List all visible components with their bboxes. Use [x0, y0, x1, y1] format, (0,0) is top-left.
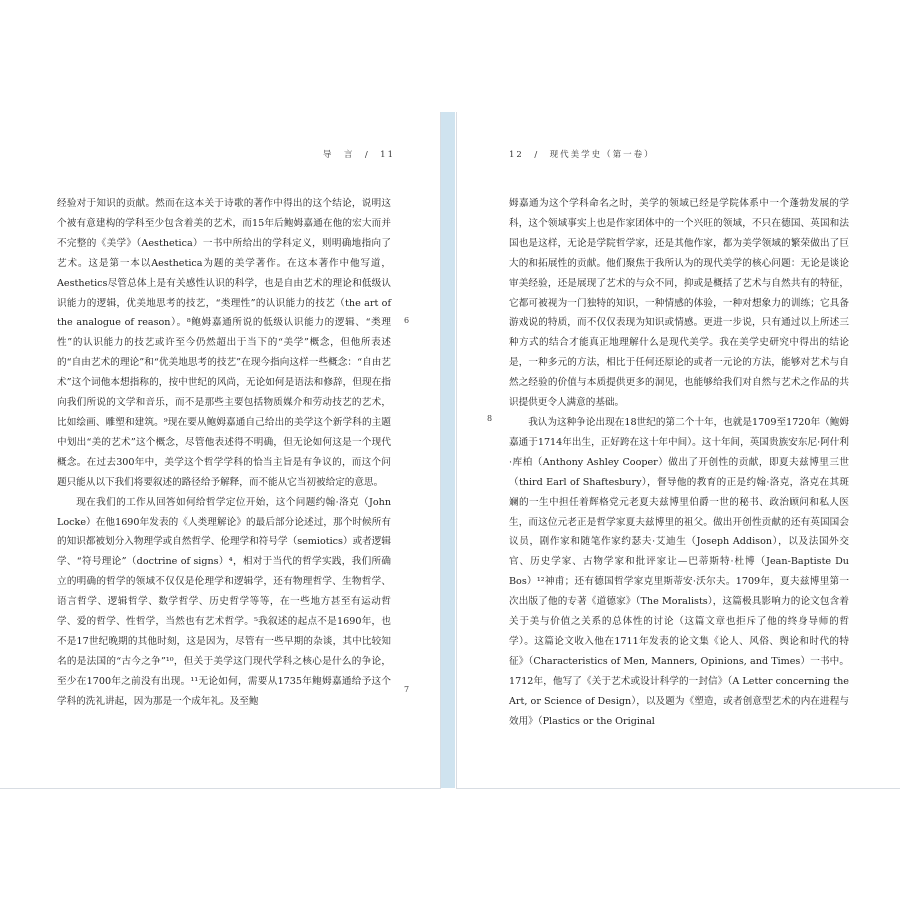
left-page-body: [57, 194, 391, 712]
right-page-header: 12 / 现代美学史（第一卷）: [509, 150, 655, 160]
margin-number: 7: [404, 685, 410, 694]
right-paragraph-2: 我认为这种争论出现在18世纪的第二个十年，也就是1709至1720年（鲍姆嘉通于1714年出生，正好跨在这十年中间）。这十年间，英国贵族安东尼·阿什利·库柏（Anthony Ashley Cooper）做出了开创性的贡献，即夏夫兹博里三世（third Earl of Shaftesbury），督导他的教育的正是约翰·洛克，洛克在其斑斓的一生中担任着辉格党元老夏夫兹博里伯爵一世的秘书、政治顾问和私人医生，而这位元老正是哲学家夏夫兹博里的祖父。做出开创性贡献的还有英国国会议员，剧作家和随笔作家约瑟夫·艾迪生（Joseph Addison），以及法国外交官、历史学家、古物学家和批评家让—巴蒂斯特·杜博（Jean-Baptiste Du Bos）¹²神甫；还有德国哲学家克里斯蒂安·沃尔夫。1709年，夏夫兹博里第一次出版了他的专著《道德家》（The Moralists），这篇极具影响力的论文包含着关于美与价值之关系的总体性的讨论（这篇文章也拒斥了他的终身导师的哲学）。这篇论文收入他在1711年发表的论文集《论人、风俗、舆论和时代的特征》（Characteristics of Men, Manners, Opinions, and Times）一书中。1712年，他写了《关于艺术或设计科学的一封信》（A Letter concerning the Art, or Science of Design），以及题为《塑造，或者创意型艺术的内在进程与效用》（Plastics or the Original: [509, 416, 849, 727]
left-page: [0, 112, 441, 789]
left-paragraph-1: 经验对于知识的贡献。然而在这本关于诗歌的著作中得出的这个结论，说明这个被有意建构的学科至少包含着美的艺术，而15年后鲍姆嘉通在他的宏大而并不完整的《美学》（Aesthetica）一书中所给出的学科定义，则明确地指向了艺术。这是第一本以Aesthetica为题的美学著作。在这本著作中他写道，Aesthetics尽管总体上是有关感性认识的科学，也是自由艺术的理论和低级认识能力的逻辑，优美地思考的技艺，“类理性”的认识能力的技艺（the art of the analogue of reason）。⁸鲍姆嘉通所说的低级认识能力的逻辑、“类理性”的认识能力的技艺或许至今仍然超出于当下的“美学”概念，但他所表述的“自由艺术的理论”和“优美地思考的技艺”在现今指向这样一些概念：“自由艺术”这个词他本想指称的，按中世纪的风尚，无论如何是语法和修辞，但现在指向我们所说的文学和音乐，而不是那些主要包括物质媒介和劳动技艺的艺术，比如绘画、雕塑和建筑。⁹现在要从鲍姆嘉通自己给出的美学这个新学科的主题中划出“美的艺术”这个概念，尽管他表述得不明确，但无论如何这是一个现代概念。在过去300年中，美学这个哲学学科的恰当主旨是有争议的，而这个问题只能从以下我们将要叙述的路径给予解释，而不能从它当初被给定的意思。: [57, 198, 391, 488]
right-page: [456, 112, 900, 789]
margin-number: 6: [404, 316, 410, 325]
right-page-body: [509, 194, 849, 731]
right-paragraph-1: 姆嘉通为这个学科命名之时，美学的领域已经是学院体系中一个蓬勃发展的学科，这个领域事实上也是作家团体中的一个兴旺的领域，不只在德国、英国和法国也是这样，无论是学院哲学家，还是其他作家，都为美学领域的繁荣做出了巨大的和拓展性的贡献。他们聚焦于我所认为的现代美学的核心问题：无论是谈论审美经验，还是展现了艺术的与众不同，抑或是概括了艺术与自然共有的特征，它都可被视为一门独特的知识，一种情感的体验，一种对想象力的训练；它具备游戏说的特质，而不仅仅表现为知识或情感。更进一步说，只有通过以上所述三种方式的结合才能真正地理解什么是现代美学。我在美学史研究中得出的结论是，一种多元的方法，相比于任何还原论的或者一元论的方法，能够对艺术与自然之经验的价值与本质提供更多的洞见，也能够给我们对自然与艺术之作品的共识提供更令人满意的基础。: [509, 198, 849, 409]
left-page-header: 导 言 / 11: [322, 150, 395, 160]
left-paragraph-2: 现在我们的工作从回答如何给哲学定位开始，这个问题约翰·洛克（John Locke）在他1690年发表的《人类理解论》的最后部分论述过，那个时候所有的知识都被划分入物理学或自然哲学、伦理学和符号学（semiotics）或者逻辑学、“符号理论”（doctrine of signs）⁴，相对于当代的哲学实践，我们所确立的明确的哲学的领域不仅仅是伦理学和逻辑学，还有物理哲学、生物哲学、语言哲学、逻辑哲学、数学哲学、历史哲学等等，在一些地方甚至有运动哲学、爱的哲学、性哲学，当然也有艺术哲学。⁵我叙述的起点不是1690年，也不是17世纪晚期的其他时刻，这是因为，尽管有一些早期的杂谈，其中比较知名的是法国的“古今之争”¹⁰，但关于美学这门现代学科之核心是什么的争论，至少在1700年之前没有出现。¹¹无论如何，需要从1735年鲍姆嘉通给予这个学科的洗礼讲起，因为那是一个成年礼。及至鲍: [57, 496, 391, 707]
page-gutter: [441, 112, 455, 788]
margin-number: 8: [487, 414, 493, 423]
